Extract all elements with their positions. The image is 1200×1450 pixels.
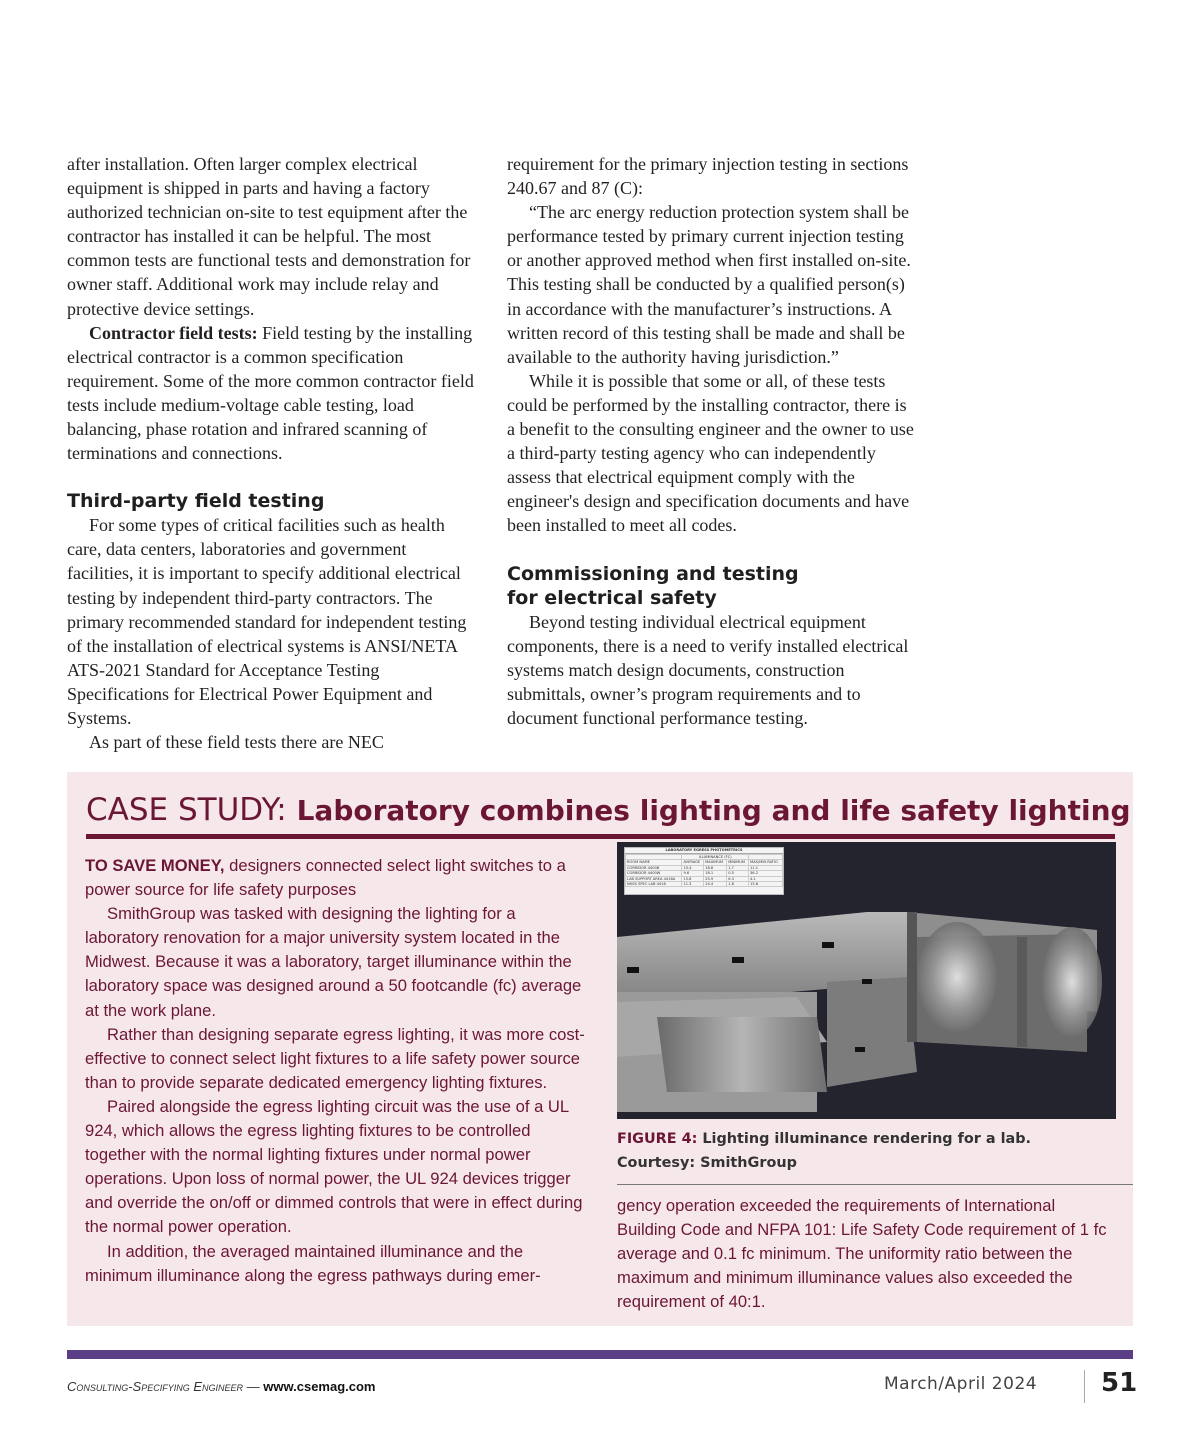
table-cell: 13.6 <box>749 882 783 887</box>
figure-label: FIGURE 4: <box>617 1131 698 1147</box>
title-rule <box>86 834 1115 839</box>
table-cell: 1.7 <box>727 865 749 870</box>
paragraph <box>67 321 477 466</box>
case-lead-text: designers connected select light switches to a power source for life safety purposes <box>85 856 566 900</box>
paragraph: gency operation exceeded the requirements of International Building Code and NFPA 101: Life Safety Code requirement of 1 fc average and 0.1 fc minimum. The uniformity ratio between the maximum and minimum illuminance values also exceeded the requirement of 40:1. <box>617 1196 1107 1312</box>
paragraph: Paired alongside the egress lighting circuit was the use of a UL 924, which allows the egress lighting fixtures to be controlled together with the normal lighting fixtures under normal power operations. Upon loss of normal power, the UL 924 devices trigger and override the on/off or dimmed controls that were in effect during the normal power operation. <box>85 1096 583 1237</box>
table-cell: 11.1 <box>749 865 783 870</box>
table-cell: 15.8 <box>682 876 704 881</box>
table-cell: 1.8 <box>727 882 749 887</box>
case-study-text <box>85 854 585 1288</box>
magazine-url[interactable]: www.csemag.com <box>263 1379 376 1394</box>
heading-line: for electrical safety <box>507 586 717 609</box>
paragraph: requirement for the primary injection testing in sections 240.67 and 87 (C): <box>507 154 909 199</box>
section-heading <box>507 562 917 610</box>
footer-separator: — <box>243 1379 264 1394</box>
case-lead: TO SAVE MONEY, <box>85 856 225 875</box>
table-header: ROOM NAME <box>626 860 682 865</box>
table-cell: 11.3 <box>682 882 704 887</box>
heading-line: Commissioning and testing <box>507 562 799 585</box>
table-cell: 15.4 <box>682 865 704 870</box>
caption-rule <box>617 1184 1133 1185</box>
table-title: LABORATORY EGRESS PHOTOMETRICS <box>625 848 783 854</box>
table-cell: 24.4 <box>704 882 727 887</box>
table-cell: 25.9 <box>704 876 727 881</box>
footer-divider <box>1084 1370 1085 1403</box>
case-study-headline: Laboratory combines lighting and life safety lighting <box>296 794 1131 827</box>
footer-bar <box>67 1350 1133 1359</box>
table-group-header: ILLUMINANCE (FC) <box>682 855 749 860</box>
issue-date: March/April 2024 <box>884 1374 1038 1394</box>
table-cell: 36.2 <box>749 871 783 876</box>
case-study-box <box>67 772 1133 1326</box>
paragraph-text: Field testing by the installing electrical contractor is a common specification requirement. Some of the more common contractor field tests include medium-voltage cable testing, load balancing, phase rotation and infrared scanning of terminations and connections. <box>67 322 474 464</box>
paragraph: Rather than designing separate egress lighting, it was more cost-effective to connect select light fixtures to a life safety power source than to provide separate dedicated emergency lighting fixtures. <box>85 1024 585 1092</box>
paragraph: For some types of critical facilities such as health care, data centers, laboratories and government facilities, it is important to specify additional electrical testing by independent third-party contractors. The primary recommended standard for independent testing of the installation of electrical systems is ANSI/NETA ATS-2021 Standard for Acceptance Testing Specifications for Electrical Power Equipment and Systems. <box>67 515 467 728</box>
table-cell: CORRIDOR 4400W <box>626 871 682 876</box>
table-cell: 18.8 <box>704 865 727 870</box>
table-cell: 4.1 <box>749 876 783 881</box>
case-study-text-continued <box>617 1194 1117 1314</box>
table-cell: NHSS SPEC LAB 4416 <box>626 882 682 887</box>
table-cell: CORRIDOR 4400B <box>626 865 682 870</box>
lead-in: Contractor field tests: <box>89 322 258 343</box>
lighting-rendering-figure <box>617 842 1116 1119</box>
paragraph: SmithGroup was tasked with designing the lighting for a laboratory renovation for a major university system located in the Midwest. Because it was a laboratory, target illuminance within the laboratory space was designed around a 50 footcandle (fc) average at the work plane. <box>85 904 582 1020</box>
photometrics-grid <box>625 854 783 887</box>
figure-title: Lighting illuminance rendering for a lab. <box>697 1131 1032 1147</box>
table-header: AVERAGE <box>682 860 704 865</box>
figure-credit: Courtesy: SmithGroup <box>617 1155 797 1171</box>
article-column-1 <box>67 152 477 754</box>
case-study-kicker: CASE STUDY: <box>86 792 297 828</box>
paragraph: Beyond testing individual electrical equipment components, there is a need to verify installed electrical systems match design documents, construction submittals, owner’s program requirements and to document functional performance testing. <box>507 611 909 728</box>
figure-caption <box>617 1127 1117 1175</box>
paragraph: While it is possible that some or all, of these tests could be performed by the installing contractor, there is a benefit to the consulting engineer and the owner to use a third-party testing agency who can independently assess that electrical equipment comply with the engineer's design and specification documents and have been installed to meet all codes. <box>507 370 914 536</box>
magazine-name: Consulting-Specifying Engineer <box>67 1379 244 1394</box>
case-lead-paragraph <box>85 854 585 902</box>
paragraph: As part of these field tests there are NEC <box>89 732 384 753</box>
paragraph: after installation. Often larger complex electrical equipment is shipped in parts and having a factory authorized technician on-site to test equipment after the contractor has installed it can be helpful. The most common tests are functional tests and demonstration for owner staff. Additional work may include relay and protective device settings. <box>67 154 471 319</box>
table-cell: 18.1 <box>704 871 727 876</box>
table-row <box>626 882 783 887</box>
table-cell: 9.6 <box>682 871 704 876</box>
table-header: MINIMUM <box>727 860 749 865</box>
case-study-title <box>86 790 1131 831</box>
page-number: 51 <box>1101 1368 1138 1398</box>
paragraph: In addition, the averaged maintained illuminance and the minimum illuminance along the egress pathways during emer- <box>85 1241 541 1285</box>
section-heading: Third-party field testing <box>67 490 325 513</box>
quote-paragraph: “The arc energy reduction protection system shall be performance tested by primary current injection testing or another approved method when first installed on-site. This testing shall be conducted by a qualified person(s) in accordance with the manufacturer’s instructions. A written record of this testing shall be made and shall be available to the authority having jurisdiction.” <box>507 202 911 367</box>
table-cell: 6.3 <box>727 876 749 881</box>
table-header: MAXIMUM <box>704 860 727 865</box>
table-header: MAX/MIN RATIO <box>749 860 783 865</box>
table-cell: 0.5 <box>727 871 749 876</box>
article-column-2 <box>507 152 917 730</box>
footer-credit <box>67 1379 376 1394</box>
photometrics-table <box>624 847 784 895</box>
table-cell: LAB SUPPORT AREA 4416A <box>626 876 682 881</box>
